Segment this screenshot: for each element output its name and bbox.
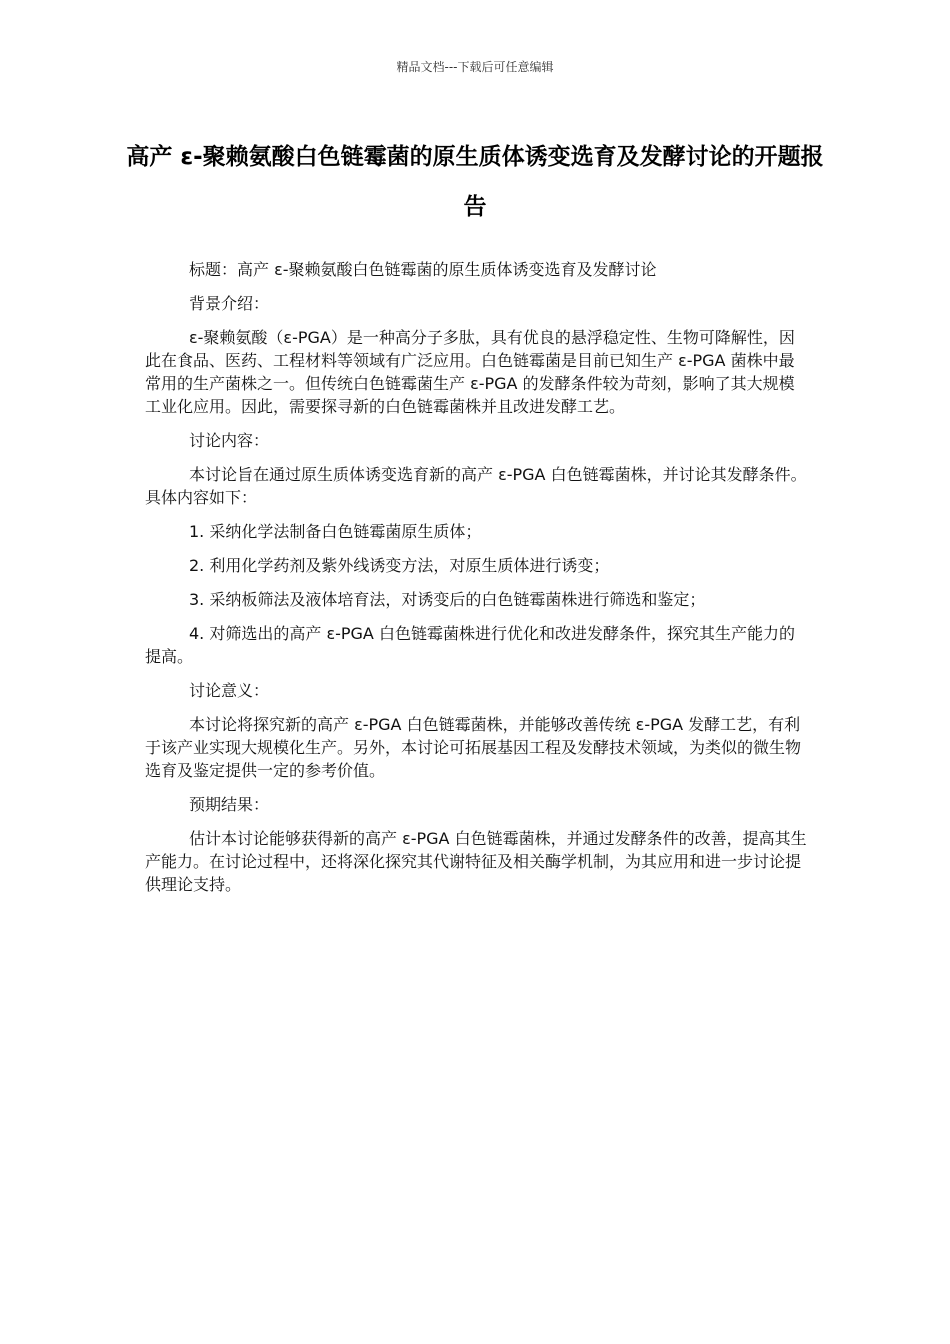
significance-paragraph: 本讨论将探究新的高产 ε-PGA 白色链霉菌株，并能够改善传统 ε-PGA 发酵工艺，有利于该产业实现大规模化生产。另外，本讨论可拓展基因工程及发酵技术领域，为类似的微生物选育及鉴定提供一定的参考价值。 [145,715,802,780]
list-item-4: 4. 对筛选出的高产 ε-PGA 白色链霉菌株进行优化和改进发酵条件，探究其生产能力的提高。 [145,624,795,666]
section-heading-significance: 讨论意义： [189,681,270,700]
section-heading-expected-results: 预期结果： [189,795,270,814]
section-heading-content: 讨论内容： [189,431,270,450]
section-heading-background: 背景介绍： [189,294,270,313]
header-note: 精品文档---下载后可任意编辑 [396,60,554,74]
list-item-1: 1. 采纳化学法制备白色链霉菌原生质体； [189,522,482,541]
background-paragraph: ε-聚赖氨酸（ε-PGA）是一种高分子多肽，具有优良的悬浮稳定性、生物可降解性，因此在食品、医药、工程材料等领域有广泛应用。白色链霉菌是目前已知生产 ε-PGA 菌株中最常用的生产菌株之一。但传统白色链霉菌生产 ε-PGA 的发酵条件较为苛刻，影响了其大规模工业化应用。因此，需要探寻新的白色链霉菌株并且改进发酵工艺。 [145,328,795,416]
content-intro-paragraph: 本讨论旨在通过原生质体诱变选育新的高产 ε-PGA 白色链霉菌株，并讨论其发酵条件。具体内容如下： [145,465,807,507]
document-body [145,258,810,907]
subject-line: 标题：高产 ε-聚赖氨酸白色链霉菌的原生质体诱变选育及发酵讨论 [189,260,657,279]
expected-results-paragraph: 估计本讨论能够获得新的高产 ε-PGA 白色链霉菌株，并通过发酵条件的改善，提高其生产能力。在讨论过程中，还将深化探究其代谢特征及相关酶学机制，为其应用和进一步讨论提供理论支持。 [145,829,807,894]
list-item-3: 3. 采纳板筛法及液体培育法，对诱变后的白色链霉菌株进行筛选和鉴定； [189,590,706,609]
list-item-2: 2. 利用化学药剂及紫外线诱变方法，对原生质体进行诱变； [189,556,610,575]
document-title: 高产 ε-聚赖氨酸白色链霉菌的原生质体诱变选育及发酵讨论的开题报告 [126,144,824,220]
